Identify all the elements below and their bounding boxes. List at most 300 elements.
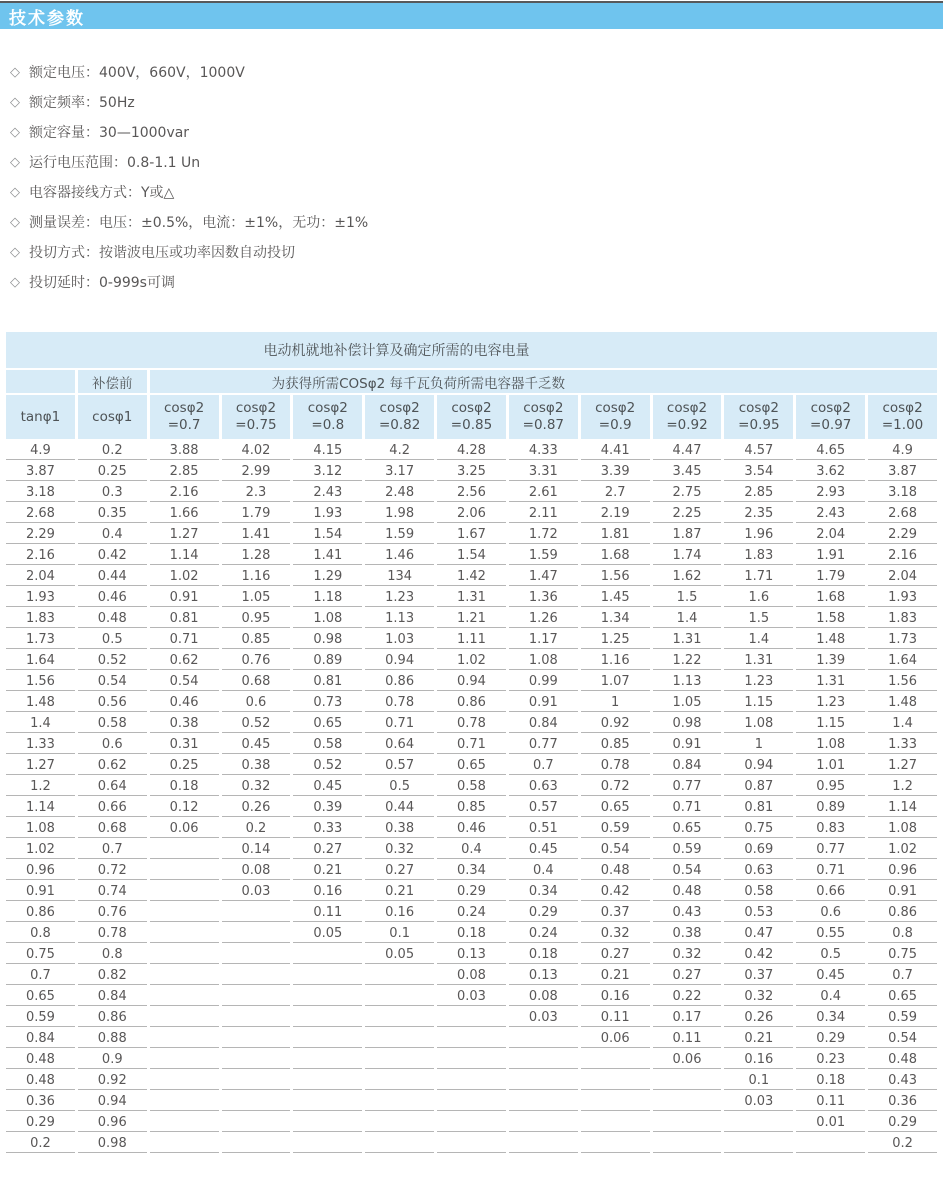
table-cell: 0.52 (222, 714, 291, 733)
table-cell: 1.4 (868, 714, 937, 733)
table-cell: 0.89 (293, 651, 362, 670)
table-cell: 3.12 (293, 462, 362, 481)
table-cell (581, 1113, 650, 1132)
table-cell: 1.08 (509, 651, 578, 670)
table-cell: 1.91 (796, 546, 865, 565)
table-cell: 0.38 (222, 756, 291, 775)
table-cell (509, 1113, 578, 1132)
table-cell: 1.79 (796, 567, 865, 586)
table-cell: 2.3 (222, 483, 291, 502)
table-cell (293, 945, 362, 964)
table-cell: 0.88 (78, 1029, 147, 1048)
table-cell: 0.91 (868, 882, 937, 901)
table-cell: 1.96 (724, 525, 793, 544)
spec-text: 额定容量：30—1000var (29, 125, 190, 141)
table-cell: 3.87 (6, 462, 75, 481)
table-row (6, 630, 937, 649)
table-cell (222, 903, 291, 922)
diamond-bullet-icon: ◇ (10, 64, 20, 80)
table-cell: 0.81 (724, 798, 793, 817)
table-cell (653, 1134, 722, 1153)
table-cell: 3.45 (653, 462, 722, 481)
table-cell: 0.71 (796, 861, 865, 880)
column-header: cosφ2 =0.85 (437, 395, 506, 439)
table-cell: 2.7 (581, 483, 650, 502)
table-cell (222, 924, 291, 943)
table-cell: 1.47 (509, 567, 578, 586)
table-cell: 0.48 (6, 1050, 75, 1069)
table-cell: 0.26 (222, 798, 291, 817)
table-cell: 0.16 (581, 987, 650, 1006)
table-cell: 0.57 (365, 756, 434, 775)
table-cell (222, 1071, 291, 1090)
table-cell: 0.32 (222, 777, 291, 796)
table-cell: 1.41 (293, 546, 362, 565)
table-cell: 1.5 (724, 609, 793, 628)
spec-item (10, 147, 943, 177)
table-cell: 0.17 (653, 1008, 722, 1027)
table-head (6, 332, 937, 439)
table-cell: 0.03 (437, 987, 506, 1006)
table-cell: 0.27 (365, 861, 434, 880)
table-cell: 1.27 (6, 756, 75, 775)
table-cell: 1.33 (6, 735, 75, 754)
table-cell: 0.32 (581, 924, 650, 943)
table-cell (150, 1008, 219, 1027)
table-cell (222, 945, 291, 964)
table-cell: 1.6 (724, 588, 793, 607)
table-cell: 0.27 (293, 840, 362, 859)
table-cell: 4.33 (509, 441, 578, 460)
table-cell: 1.83 (6, 609, 75, 628)
table-cell: 1.73 (868, 630, 937, 649)
table-cell: 0.82 (78, 966, 147, 985)
table-row (6, 756, 937, 775)
table-cell: 0.08 (437, 966, 506, 985)
table-cell: 0.23 (796, 1050, 865, 1069)
table-body (6, 441, 937, 1153)
table-cell: 0.9 (78, 1050, 147, 1069)
table-cell: 0.58 (78, 714, 147, 733)
table-cell: 0.91 (6, 882, 75, 901)
table-cell: 0.2 (868, 1134, 937, 1153)
table-cell: 0.66 (796, 882, 865, 901)
table-cell (293, 987, 362, 1006)
diamond-bullet-icon: ◇ (10, 184, 20, 200)
table-cell: 3.39 (581, 462, 650, 481)
table-row (6, 483, 937, 502)
table-cell: 0.05 (365, 945, 434, 964)
table-cell: 0.21 (293, 861, 362, 880)
table-cell: 0.91 (150, 588, 219, 607)
table-cell (365, 987, 434, 1006)
table-cell: 1.59 (509, 546, 578, 565)
table-cell: 0.11 (653, 1029, 722, 1048)
table-cell: 0.29 (509, 903, 578, 922)
table-cell: 0.94 (724, 756, 793, 775)
table-title: 电动机就地补偿计算及确定所需的电容电量 (6, 332, 937, 368)
spec-text: 投切延时：0-999s可调 (29, 275, 175, 291)
table-row (6, 567, 937, 586)
spec-text: 额定频率：50Hz (29, 95, 135, 111)
table-cell: 1.23 (796, 693, 865, 712)
table-cell: 0.52 (293, 756, 362, 775)
column-header: cosφ2 =0.95 (724, 395, 793, 439)
table-cell: 0.21 (724, 1029, 793, 1048)
table-row (6, 987, 937, 1006)
table-row (6, 672, 937, 691)
table-cell: 0.85 (581, 735, 650, 754)
table-row (6, 882, 937, 901)
table-cell (581, 1050, 650, 1069)
table-cell: 0.08 (509, 987, 578, 1006)
table-cell: 3.31 (509, 462, 578, 481)
table-cell: 1.15 (796, 714, 865, 733)
table-cell: 2.56 (437, 483, 506, 502)
table-cell: 2.61 (509, 483, 578, 502)
table-cell: 0.14 (222, 840, 291, 859)
column-header: cosφ2 =0.82 (365, 395, 434, 439)
spec-item (10, 237, 943, 267)
table-cell: 0.42 (724, 945, 793, 964)
table-cell: 2.85 (150, 462, 219, 481)
table-cell (293, 1071, 362, 1090)
table-cell: 0.78 (78, 924, 147, 943)
table-cell: 0.98 (293, 630, 362, 649)
table-cell: 4.28 (437, 441, 506, 460)
compensation-table (3, 330, 940, 1155)
table-cell: 0.89 (796, 798, 865, 817)
table-cell (437, 1113, 506, 1132)
table-cell (437, 1092, 506, 1111)
table-cell: 0.95 (796, 777, 865, 796)
table-cell: 4.65 (796, 441, 865, 460)
table-cell: 0.01 (796, 1113, 865, 1132)
table-cell (150, 1134, 219, 1153)
spec-text: 额定电压：400V，660V，1000V (29, 65, 245, 81)
table-cell (581, 1092, 650, 1111)
table-cell: 1.93 (293, 504, 362, 523)
table-cell: 0.03 (509, 1008, 578, 1027)
table-cell (365, 1029, 434, 1048)
table-row (6, 1134, 937, 1153)
table-cell: 0.69 (724, 840, 793, 859)
table-cell: 1.14 (6, 798, 75, 817)
table-cell: 0.06 (653, 1050, 722, 1069)
table-cell (509, 1092, 578, 1111)
table-cell: 0.92 (581, 714, 650, 733)
table-cell (365, 1092, 434, 1111)
spec-item (10, 57, 943, 87)
table-cell: 0.11 (796, 1092, 865, 1111)
table-row (6, 777, 937, 796)
table-cell: 0.62 (78, 756, 147, 775)
table-cell: 1.02 (868, 840, 937, 859)
table-cell: 0.25 (150, 756, 219, 775)
table-cell: 1.83 (868, 609, 937, 628)
table-cell: 0.51 (509, 819, 578, 838)
table-cell: 1.81 (581, 525, 650, 544)
table-title-row (6, 332, 937, 368)
table-cell: 1.27 (868, 756, 937, 775)
table-cell: 1.08 (868, 819, 937, 838)
column-header: cosφ2 =0.75 (222, 395, 291, 439)
table-cell: 0.78 (365, 693, 434, 712)
table-cell: 0.48 (653, 882, 722, 901)
table-cell: 0.13 (509, 966, 578, 985)
table-cell: 0.54 (653, 861, 722, 880)
table-cell: 0.37 (581, 903, 650, 922)
table-cell: 0.46 (78, 588, 147, 607)
table-cell: 0.68 (222, 672, 291, 691)
table-cell: 3.18 (868, 483, 937, 502)
table-cell: 0.08 (222, 861, 291, 880)
table-cell: 0.86 (437, 693, 506, 712)
table-cell: 1.08 (724, 714, 793, 733)
table-row (6, 714, 937, 733)
table-row (6, 1029, 937, 1048)
table-row (6, 525, 937, 544)
table-cell: 0.48 (868, 1050, 937, 1069)
table-cell: 1.08 (796, 735, 865, 754)
table-cell: 0.29 (437, 882, 506, 901)
table-cell (150, 966, 219, 985)
table-cell: 1.87 (653, 525, 722, 544)
table-cell: 2.04 (868, 567, 937, 586)
table-cell: 0.76 (78, 903, 147, 922)
spec-text: 投切方式：按谐波电压或功率因数自动投切 (29, 245, 295, 261)
table-row (6, 441, 937, 460)
table-cell: 1.73 (6, 630, 75, 649)
table-cell: 1.08 (293, 609, 362, 628)
table-cell: 1.15 (724, 693, 793, 712)
table-cell: 4.9 (6, 441, 75, 460)
table-cell (293, 1029, 362, 1048)
table-cell: 0.48 (581, 861, 650, 880)
table-cell (509, 1134, 578, 1153)
table-cell: 0.54 (150, 672, 219, 691)
group-span-header: 为获得所需COSφ2 每千瓦负荷所需电容器千乏数 (150, 370, 937, 393)
table-cell (653, 1092, 722, 1111)
table-cell: 0.45 (509, 840, 578, 859)
table-cell: 4.15 (293, 441, 362, 460)
table-cell: 0.86 (365, 672, 434, 691)
table-cell: 0.35 (78, 504, 147, 523)
table-cell (365, 1071, 434, 1090)
table-cell (150, 840, 219, 859)
table-cell: 0.75 (724, 819, 793, 838)
table-cell: 0.46 (437, 819, 506, 838)
table-cell: 0.84 (509, 714, 578, 733)
table-cell: 1.48 (6, 693, 75, 712)
table-cell: 0.44 (365, 798, 434, 817)
column-header: cosφ2 =0.7 (150, 395, 219, 439)
table-cell: 2.35 (724, 504, 793, 523)
table-cell: 2.43 (293, 483, 362, 502)
table-cell: 0.77 (509, 735, 578, 754)
table-cell: 0.16 (365, 903, 434, 922)
table-cell: 2.16 (150, 483, 219, 502)
table-cell (365, 1050, 434, 1069)
table-cell: 4.47 (653, 441, 722, 460)
table-cell: 1.62 (653, 567, 722, 586)
table-cell: 1.93 (6, 588, 75, 607)
table-cell (222, 1134, 291, 1153)
spec-item (10, 267, 943, 297)
table-cell: 0.98 (653, 714, 722, 733)
table-cell: 0.03 (222, 882, 291, 901)
table-cell: 0.26 (724, 1008, 793, 1027)
table-cell: 0.5 (78, 630, 147, 649)
table-cell (293, 1134, 362, 1153)
table-cell: 2.16 (868, 546, 937, 565)
table-cell: 1.07 (581, 672, 650, 691)
table-cell: 0.55 (796, 924, 865, 943)
table-cell: 0.34 (437, 861, 506, 880)
diamond-bullet-icon: ◇ (10, 244, 20, 260)
table-cell: 1.42 (437, 567, 506, 586)
table-cell (724, 1134, 793, 1153)
table-cell (653, 1071, 722, 1090)
table-cell: 0.95 (222, 609, 291, 628)
table-cell: 1.83 (724, 546, 793, 565)
table-cell: 1.31 (653, 630, 722, 649)
table-cell (222, 1092, 291, 1111)
table-cell: 1.22 (653, 651, 722, 670)
table-cell: 0.99 (509, 672, 578, 691)
table-row (6, 735, 937, 754)
table-cell: 1.74 (653, 546, 722, 565)
table-cell: 2.43 (796, 504, 865, 523)
table-cell: 0.5 (365, 777, 434, 796)
table-cell: 0.21 (581, 966, 650, 985)
table-cell: 0.24 (509, 924, 578, 943)
table-cell: 0.5 (796, 945, 865, 964)
table-row (6, 693, 937, 712)
table-cell: 1.59 (365, 525, 434, 544)
table-cell: 0.63 (509, 777, 578, 796)
table-cell (365, 966, 434, 985)
table-row (6, 1008, 937, 1027)
table-cell: 1.29 (293, 567, 362, 586)
table-cell: 0.63 (724, 861, 793, 880)
table-cell: 0.2 (78, 441, 147, 460)
table-cell: 0.36 (6, 1092, 75, 1111)
table-cell (150, 945, 219, 964)
table-cell: 1.56 (868, 672, 937, 691)
table-cell: 1.01 (796, 756, 865, 775)
table-cell: 2.04 (796, 525, 865, 544)
table-cell: 0.18 (437, 924, 506, 943)
table-cell: 4.2 (365, 441, 434, 460)
table-cell (581, 1134, 650, 1153)
table-cell: 0.81 (150, 609, 219, 628)
column-header: tanφ1 (6, 395, 75, 439)
table-cell: 2.48 (365, 483, 434, 502)
table-cell: 0.71 (437, 735, 506, 754)
table-cell (437, 1050, 506, 1069)
table-cell: 0.05 (293, 924, 362, 943)
table-cell: 0.96 (78, 1113, 147, 1132)
table-cell: 1.02 (6, 840, 75, 859)
table-cell: 0.21 (365, 882, 434, 901)
table-cell: 0.85 (222, 630, 291, 649)
table-cell (437, 1008, 506, 1027)
table-cell: 4.02 (222, 441, 291, 460)
column-header: cosφ2 =0.9 (581, 395, 650, 439)
table-cell (150, 924, 219, 943)
table-cell: 0.64 (365, 735, 434, 754)
table-cell: 0.59 (6, 1008, 75, 1027)
table-cell: 0.8 (6, 924, 75, 943)
table-cell: 1.41 (222, 525, 291, 544)
table-cell: 0.74 (78, 882, 147, 901)
table-cell: 0.54 (78, 672, 147, 691)
section-title: 技术参数 (9, 8, 85, 29)
spec-item (10, 87, 943, 117)
table-cell: 0.71 (150, 630, 219, 649)
table-cell: 0.34 (509, 882, 578, 901)
table-cell: 1.2 (868, 777, 937, 796)
table-cell: 0.59 (868, 1008, 937, 1027)
table-cell: 2.06 (437, 504, 506, 523)
table-cell: 0.27 (581, 945, 650, 964)
table-cell: 0.96 (6, 861, 75, 880)
table-row (6, 924, 937, 943)
table-cell: 0.84 (78, 987, 147, 1006)
table-cell: 1.34 (581, 609, 650, 628)
table-cell: 1.17 (509, 630, 578, 649)
table-cell: 2.75 (653, 483, 722, 502)
table-cell: 0.65 (293, 714, 362, 733)
table-cell: 0.58 (293, 735, 362, 754)
table-row (6, 945, 937, 964)
table-cell (724, 1113, 793, 1132)
table-cell: 0.71 (653, 798, 722, 817)
table-row (6, 840, 937, 859)
table-cell: 0.86 (868, 903, 937, 922)
table-cell: 0.38 (653, 924, 722, 943)
spec-text: 测量误差：电压：±0.5%，电流：±1%，无功：±1% (29, 215, 369, 231)
table-cell: 0.06 (150, 819, 219, 838)
column-header: cosφ2 =1.00 (868, 395, 937, 439)
table-cell: 0.47 (724, 924, 793, 943)
table-cell: 1.4 (653, 609, 722, 628)
table-cell: 1.54 (437, 546, 506, 565)
table-cell: 0.1 (365, 924, 434, 943)
table-cell: 0.06 (581, 1029, 650, 1048)
table-cell: 0.66 (78, 798, 147, 817)
table-cell: 1.46 (365, 546, 434, 565)
table-cell: 1.31 (724, 651, 793, 670)
table-cell: 0.18 (796, 1071, 865, 1090)
table-cell: 2.85 (724, 483, 793, 502)
table-cell: 0.94 (78, 1092, 147, 1111)
table-cell: 1.18 (293, 588, 362, 607)
group-before-compensation: 补偿前 (78, 370, 147, 393)
table-cell: 0.83 (796, 819, 865, 838)
table-cell: 0.94 (365, 651, 434, 670)
table-cell: 0.62 (150, 651, 219, 670)
table-cell: 3.87 (868, 462, 937, 481)
table-row (6, 861, 937, 880)
table-cell: 0.52 (78, 651, 147, 670)
spec-list (10, 57, 943, 297)
table-cell: 1.31 (796, 672, 865, 691)
table-cell: 0.3 (78, 483, 147, 502)
table-cell: 0.6 (78, 735, 147, 754)
table-cell: 1.71 (724, 567, 793, 586)
